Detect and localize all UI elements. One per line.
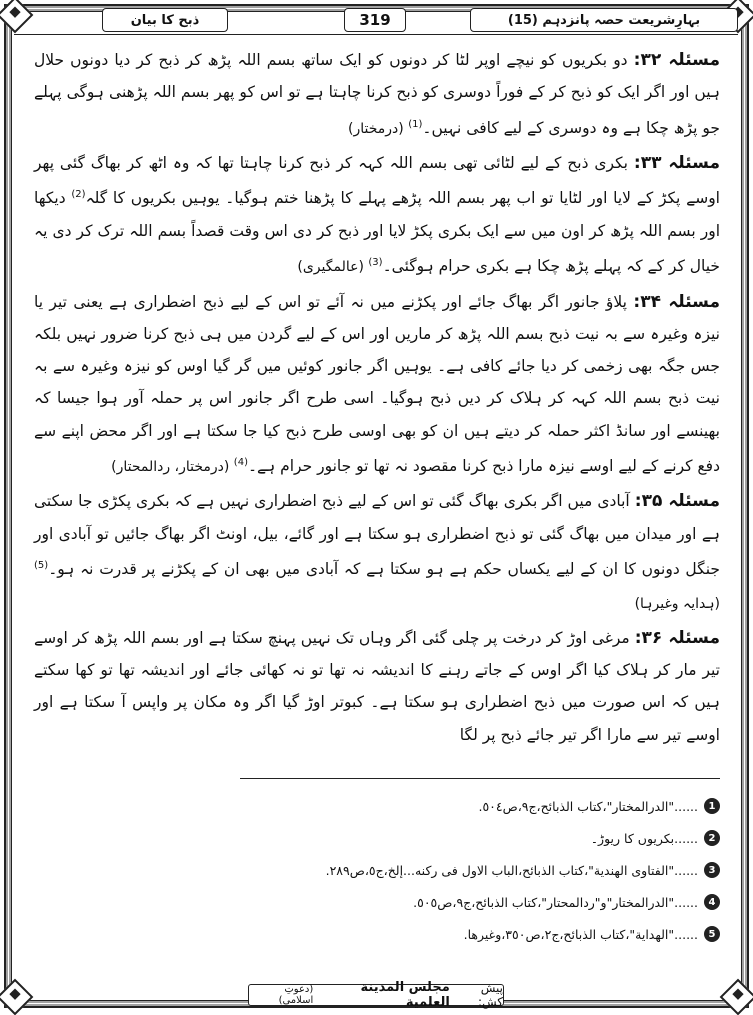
footnote-ref: (4): [233, 457, 248, 469]
header-page-number: 319: [344, 8, 406, 32]
footnote-ref: (5): [34, 560, 49, 572]
masala-35: [34, 485, 720, 619]
footer-publisher: [248, 980, 504, 1010]
masala-34: [34, 286, 720, 484]
header-series-title: بہارِشریعت حصہ پانزدہم (15): [470, 8, 738, 32]
footnote-number-badge: 3: [704, 862, 720, 878]
footer-subtitle: (دعوتِ اسلامی): [278, 984, 314, 1006]
source-ref: (ہدایہ وغیرہا): [634, 595, 720, 612]
masala-text-continued: دیکھا اور بسم اللہ پڑھ کر اون میں سے ایک بکری پکڑ لایا اور ذبح کر دی اس وقت قصداً بسم اللہ ترک کر دی یہ خیال کر کے کہ پہلے پڑھ چکا ہے بکری حرام ہوگئی۔: [34, 189, 720, 276]
footnote-item: [40, 918, 720, 950]
masala-label: مسئلہ ۳۵:: [634, 491, 721, 512]
footnote-number-badge: 1: [704, 798, 720, 814]
source-ref: (عالمگیری): [297, 259, 369, 276]
masala-text: بکری ذبح کے لیے لٹائی تھی بسم اللہ کہہ کر ذبح کرنا چاہتا تھا کہ وہ اٹھ کر بھاگ گئی پھر اوسے پکڑ کے لایا اور لٹایا تو اب پھر بسم اللہ پڑھے پہلے کا پڑھنا ختم ہوگیا۔ یوہیں بکریوں کا گلہ: [34, 154, 720, 208]
masala-label: مسئلہ ۳۶:: [634, 627, 720, 648]
main-body-text: [34, 44, 720, 753]
footnote-number-badge: 2: [704, 830, 720, 846]
source-ref: (درمختار): [348, 120, 409, 137]
footnote-number-badge: 4: [704, 894, 720, 910]
footnote-number-badge: 5: [704, 926, 720, 942]
footnote-item: [40, 790, 720, 822]
masala-label: مسئلہ ۳۲:: [633, 50, 720, 70]
source-ref: (درمختار، ردالمحتار): [111, 459, 234, 476]
masala-text: مرغی اوڑ کر درخت پر چلی گئی اگر وہاں تک نہیں پہنچ سکتا ہے اور بسم اللہ پڑھ کر اوسے تیر مار کر ہلاک کیا اگر اوس کے جاتے رہنے کا اندیشہ نہ تھا تو نہ کھائی جائے اور اندیشہ تھا تو کھا سکتے ہیں کہ اس صورت میں ذبح اضطراری ہو سکتا ہے۔ کبوتر اوڑ گیا اگر وہ مکان پر واپس آ سکتا ہے اور اوسے تیر سے مارا اگر تیر جائے ذبح پر لگا: [34, 628, 720, 744]
footnote-text: ......"الدرالمختار"،كتاب الذبائح،ج٩،ص٥٠٤.: [478, 798, 698, 814]
footnote-text: ......"الفتاوى الهندية"،كتاب الذبائح،الباب الاول فی رکنه...إلخ،ج٥،ص٢٨٩.: [325, 862, 698, 878]
footnotes: [40, 790, 720, 950]
masala-36: [34, 622, 720, 751]
masala-text: پلاؤ جانور اگر بھاگ جائے اور پکڑنے میں نہ آئے تو اس کے لیے ذبح اضطراری ہے یعنی تیر یا نیزہ وغیرہ سے بہ نیت ذبح بسم اللہ پڑھ کر ماریں اور اس کے لیے گردن میں ہی ذبح کرنا ضرور نہیں بلکہ جس جگہ بھی زخمی کر دیا جائے کافی ہے۔ یوہیں اگر جانور کوئیں میں گر گیا اوس کو نیزہ وغیرہ سے بہ نیت ذبح بسم اللہ کہہ کر ہلاک کر دیں ذبح ہوگیا۔ اسی طرح اگر جانور اس پر حملہ آور ہوا جیسا کہ بھینسے اور سانڈ اکثر حملہ کر دیتے ہیں ان کو بھی اوسی طرح ذبح کیا جا سکتا ہے اور اگر محض اپنے سے دفع کرنے کے لیے اوسے نیزہ مارا ذبح کرنا مقصود نہ تھا تو جانور حرام ہے۔: [34, 292, 720, 476]
footnote-divider: [240, 778, 720, 779]
footnote-ref: (1): [408, 118, 423, 130]
footnote-item: [40, 854, 720, 886]
masala-label: مسئلہ ۳۳:: [633, 153, 720, 174]
footer-organization: مجلس المدينة العلمية: [360, 980, 450, 1010]
masala-text: دو بکریوں کو نیچے اوپر لٹا کر دونوں کو ایک ساتھ بسم اللہ پڑھ کر ذبح کر دیا دونوں حلال ہیں اور اگر ایک کو ذبح کر کے فوراً دوسری کو ذبح کرنا چاہتا ہے تو اس کو پھر بسم اللہ پڑھنی ہوگی پہلے جو پڑھ چکا ہے وہ دوسری کے لیے کافی نہیں۔: [34, 51, 720, 137]
masala-32: [34, 44, 720, 145]
masala-label: مسئلہ ۳۴:: [633, 291, 720, 312]
footnote-item: [40, 886, 720, 918]
footnote-text: ......بکریوں کا ریوڑ۔: [590, 830, 698, 846]
masala-text: آبادی میں اگر بکری بھاگ گئی تو اس کے لیے ذبح اضطراری نہیں ہے کہ بکری پکڑی جا سکتی ہے اور میدان میں بھاگ گئی تو ذبح اضطراری ہو سکتا ہے اور گائے، بیل، اونٹ اگر بھاگ جائیں تو آبادی اور جنگل دونوں کا ان کے لیے یکساں حکم ہے ہو سکتا ہے کہ آبادی میں بھی ان کے پکڑنے پر قدرت نہ ہو۔: [34, 492, 720, 579]
footnote-ref: (3): [368, 257, 383, 269]
footer-prefix: پیش کش:: [477, 981, 503, 1009]
footnote-ref: (2): [71, 189, 86, 201]
header-rule: [14, 34, 738, 35]
footnote-text: ......"الدرالمختار"و"ردالمحتار"،كتاب الذبائح،ج٩،ص٥٠٥.: [413, 894, 698, 910]
footnote-item: [40, 822, 720, 854]
footnote-text: ......"الهداية"،كتاب الذبائح،ج٢،ص٣٥٠،وغيرها.: [463, 926, 698, 942]
masala-33: [34, 147, 720, 284]
header-chapter-title: ذبح کا بیان: [102, 8, 228, 32]
